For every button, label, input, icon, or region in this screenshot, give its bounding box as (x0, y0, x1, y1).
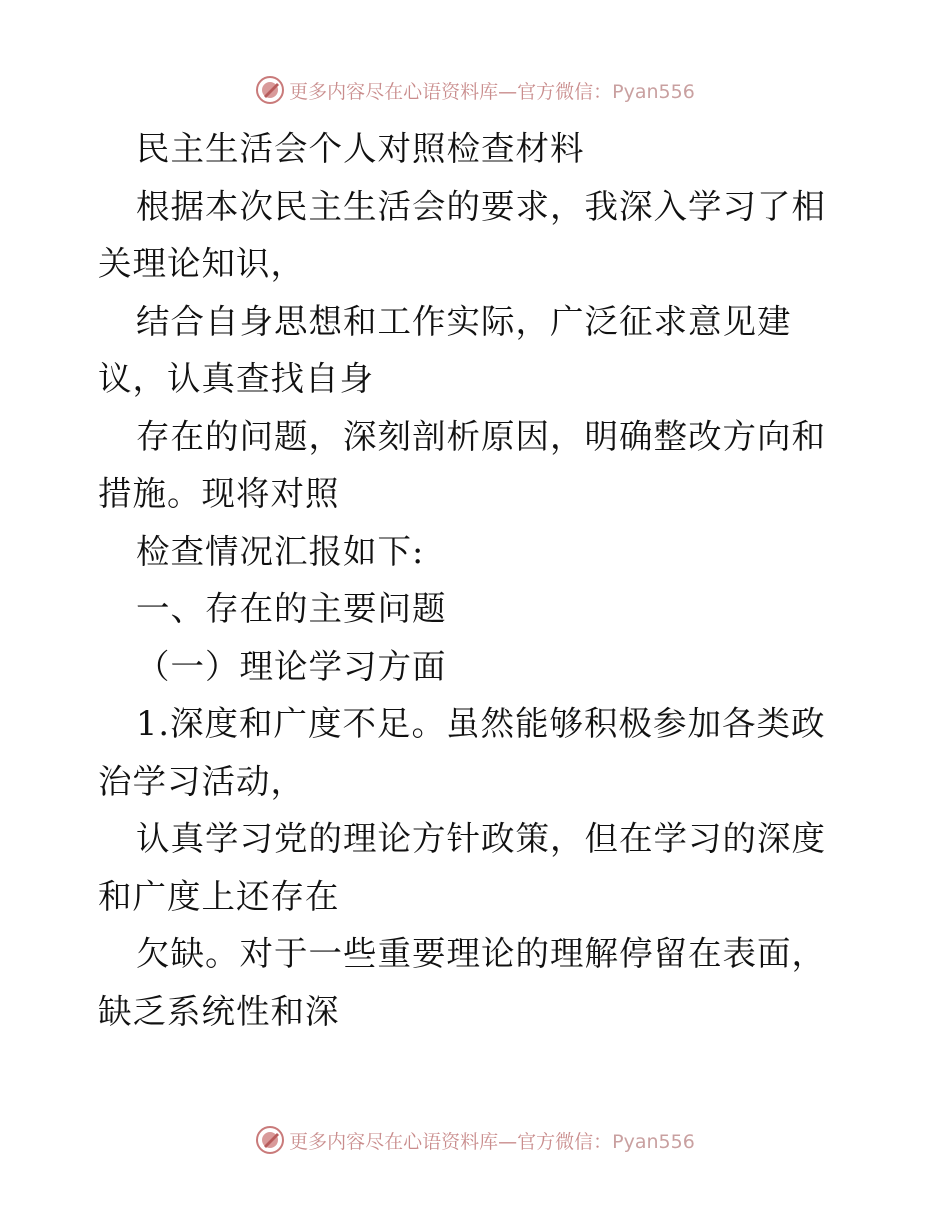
watermark-text (289, 77, 695, 104)
watermark-logo-icon (255, 75, 285, 105)
header-watermark (0, 70, 950, 110)
paragraph: 检查情况汇报如下: (136, 531, 425, 571)
section-heading: 一、存在的主要问题 (136, 589, 447, 628)
watermark-label: 更多内容尽在心语资料库—官方微信： (289, 1130, 613, 1153)
paragraph: 1.深度和广度不足。虽然能够积极参加各类政治学习活动， (98, 704, 826, 801)
paragraph: 结合自身思想和工作实际，广泛征求意见建议，认真查找自身 (98, 301, 792, 398)
paragraph: 认真学习党的理论方针政策，但在学习的深度和广度上还存在 (98, 819, 826, 916)
watermark-text (289, 1127, 695, 1154)
paragraph: 存在的问题，深刻剖析原因，明确整改方向和措施。现将对照 (98, 416, 826, 513)
subsection-heading: （一）理论学习方面 (136, 646, 447, 686)
watermark-label: 更多内容尽在心语资料库—官方微信： (289, 80, 613, 103)
document-body (98, 120, 858, 1040)
paragraph: 根据本次民主生活会的要求，我深入学习了相关理论知识， (98, 186, 826, 283)
footer-watermark (0, 1120, 950, 1160)
paragraph: 欠缺。对于一些重要理论的理解停留在表面，缺乏系统性和深 (98, 934, 826, 1031)
watermark-wechat-id: Pyan556 (612, 1130, 695, 1153)
watermark-logo-icon (255, 1125, 285, 1155)
watermark-wechat-id: Pyan556 (612, 80, 695, 103)
document-title: 民主生活会个人对照检查材料 (136, 129, 585, 168)
